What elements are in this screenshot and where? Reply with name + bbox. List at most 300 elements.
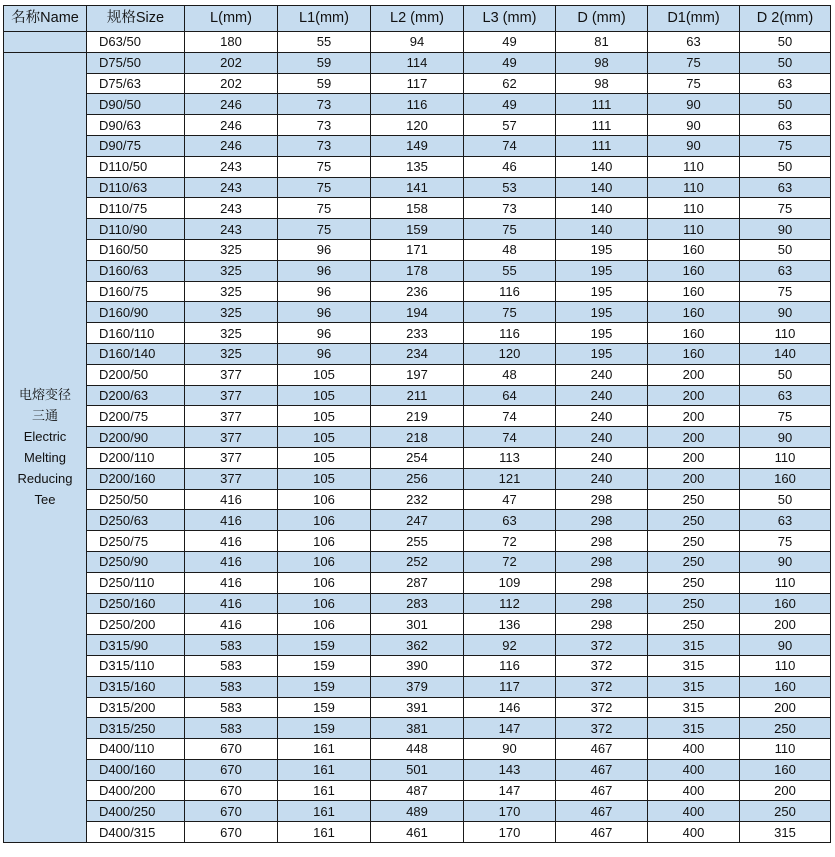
value-cell: 72 bbox=[464, 531, 556, 552]
value-cell: 670 bbox=[185, 822, 278, 843]
table-row bbox=[4, 260, 831, 281]
value-cell: 194 bbox=[371, 302, 464, 323]
value-cell: 315 bbox=[648, 655, 740, 676]
value-cell: 298 bbox=[556, 489, 648, 510]
value-cell: 73 bbox=[278, 115, 371, 136]
value-cell: 160 bbox=[648, 281, 740, 302]
l2-header: L2 (mm) bbox=[371, 6, 464, 32]
value-cell: 160 bbox=[648, 343, 740, 364]
value-cell: 98 bbox=[556, 52, 648, 73]
value-cell: 487 bbox=[371, 780, 464, 801]
value-cell: 63 bbox=[648, 32, 740, 53]
table-row bbox=[4, 177, 831, 198]
value-cell: 315 bbox=[648, 697, 740, 718]
value-cell: 96 bbox=[278, 323, 371, 344]
size-cell: D110/75 bbox=[87, 198, 185, 219]
value-cell: 195 bbox=[556, 239, 648, 260]
table-row bbox=[4, 801, 831, 822]
table-row bbox=[4, 447, 831, 468]
value-cell: 50 bbox=[740, 489, 831, 510]
value-cell: 240 bbox=[556, 364, 648, 385]
value-cell: 147 bbox=[464, 718, 556, 739]
size-cell: D250/63 bbox=[87, 510, 185, 531]
value-cell: 50 bbox=[740, 52, 831, 73]
table-row bbox=[4, 593, 831, 614]
d2-header: D 2(mm) bbox=[740, 6, 831, 32]
value-cell: 90 bbox=[740, 635, 831, 656]
value-cell: 160 bbox=[648, 239, 740, 260]
value-cell: 81 bbox=[556, 32, 648, 53]
table-row bbox=[4, 614, 831, 635]
value-cell: 243 bbox=[185, 198, 278, 219]
value-cell: 416 bbox=[185, 551, 278, 572]
value-cell: 159 bbox=[278, 676, 371, 697]
value-cell: 140 bbox=[740, 343, 831, 364]
value-cell: 48 bbox=[464, 364, 556, 385]
value-cell: 74 bbox=[464, 427, 556, 448]
value-cell: 197 bbox=[371, 364, 464, 385]
value-cell: 467 bbox=[556, 739, 648, 760]
value-cell: 72 bbox=[464, 551, 556, 572]
value-cell: 219 bbox=[371, 406, 464, 427]
value-cell: 75 bbox=[648, 73, 740, 94]
value-cell: 325 bbox=[185, 281, 278, 302]
value-cell: 255 bbox=[371, 531, 464, 552]
size-cell: D200/110 bbox=[87, 447, 185, 468]
value-cell: 416 bbox=[185, 593, 278, 614]
value-cell: 94 bbox=[371, 32, 464, 53]
table-row bbox=[4, 73, 831, 94]
value-cell: 256 bbox=[371, 468, 464, 489]
table-row bbox=[4, 676, 831, 697]
table-row bbox=[4, 427, 831, 448]
table-row bbox=[4, 572, 831, 593]
value-cell: 400 bbox=[648, 739, 740, 760]
value-cell: 59 bbox=[278, 52, 371, 73]
value-cell: 250 bbox=[648, 551, 740, 572]
value-cell: 670 bbox=[185, 759, 278, 780]
spec-table bbox=[3, 5, 831, 843]
value-cell: 105 bbox=[278, 364, 371, 385]
value-cell: 247 bbox=[371, 510, 464, 531]
size-cell: D250/75 bbox=[87, 531, 185, 552]
product-name-line: Tee bbox=[34, 492, 56, 508]
value-cell: 400 bbox=[648, 822, 740, 843]
product-name-line: 三通 bbox=[31, 408, 58, 424]
value-cell: 159 bbox=[371, 219, 464, 240]
value-cell: 400 bbox=[648, 780, 740, 801]
value-cell: 105 bbox=[278, 447, 371, 468]
value-cell: 116 bbox=[464, 655, 556, 676]
value-cell: 135 bbox=[371, 156, 464, 177]
value-cell: 325 bbox=[185, 239, 278, 260]
name-cell-empty bbox=[4, 32, 87, 53]
value-cell: 377 bbox=[185, 427, 278, 448]
value-cell: 96 bbox=[278, 302, 371, 323]
value-cell: 200 bbox=[740, 780, 831, 801]
value-cell: 200 bbox=[648, 385, 740, 406]
size-cell: D250/160 bbox=[87, 593, 185, 614]
value-cell: 98 bbox=[556, 73, 648, 94]
value-cell: 160 bbox=[648, 323, 740, 344]
value-cell: 250 bbox=[740, 718, 831, 739]
value-cell: 74 bbox=[464, 406, 556, 427]
value-cell: 96 bbox=[278, 260, 371, 281]
value-cell: 73 bbox=[278, 135, 371, 156]
table-row bbox=[4, 323, 831, 344]
value-cell: 243 bbox=[185, 177, 278, 198]
value-cell: 202 bbox=[185, 52, 278, 73]
l-header: L(mm) bbox=[185, 6, 278, 32]
table-row bbox=[4, 697, 831, 718]
value-cell: 159 bbox=[278, 697, 371, 718]
value-cell: 92 bbox=[464, 635, 556, 656]
value-cell: 110 bbox=[648, 219, 740, 240]
value-cell: 63 bbox=[740, 177, 831, 198]
value-cell: 63 bbox=[740, 510, 831, 531]
product-name-line: Melting bbox=[24, 450, 66, 466]
value-cell: 315 bbox=[648, 718, 740, 739]
value-cell: 90 bbox=[740, 551, 831, 572]
size-cell: D160/140 bbox=[87, 343, 185, 364]
value-cell: 120 bbox=[464, 343, 556, 364]
value-cell: 110 bbox=[740, 572, 831, 593]
value-cell: 90 bbox=[648, 135, 740, 156]
value-cell: 200 bbox=[648, 406, 740, 427]
value-cell: 111 bbox=[556, 94, 648, 115]
value-cell: 489 bbox=[371, 801, 464, 822]
value-cell: 170 bbox=[464, 822, 556, 843]
product-name-cell bbox=[4, 52, 87, 842]
value-cell: 63 bbox=[740, 115, 831, 136]
size-cell: D160/110 bbox=[87, 323, 185, 344]
table-row bbox=[4, 759, 831, 780]
value-cell: 105 bbox=[278, 385, 371, 406]
value-cell: 250 bbox=[648, 510, 740, 531]
size-cell: D400/250 bbox=[87, 801, 185, 822]
value-cell: 467 bbox=[556, 822, 648, 843]
l3-header: L3 (mm) bbox=[464, 6, 556, 32]
value-cell: 234 bbox=[371, 343, 464, 364]
value-cell: 236 bbox=[371, 281, 464, 302]
value-cell: 106 bbox=[278, 551, 371, 572]
value-cell: 416 bbox=[185, 572, 278, 593]
size-cell: D160/90 bbox=[87, 302, 185, 323]
table-row bbox=[4, 822, 831, 843]
value-cell: 250 bbox=[648, 489, 740, 510]
value-cell: 416 bbox=[185, 510, 278, 531]
size-cell: D315/250 bbox=[87, 718, 185, 739]
table-row bbox=[4, 239, 831, 260]
value-cell: 252 bbox=[371, 551, 464, 572]
value-cell: 390 bbox=[371, 655, 464, 676]
value-cell: 74 bbox=[464, 135, 556, 156]
table-row bbox=[4, 156, 831, 177]
table-row bbox=[4, 281, 831, 302]
value-cell: 240 bbox=[556, 406, 648, 427]
size-cell: D90/63 bbox=[87, 115, 185, 136]
value-cell: 372 bbox=[556, 676, 648, 697]
value-cell: 325 bbox=[185, 323, 278, 344]
value-cell: 110 bbox=[740, 655, 831, 676]
value-cell: 195 bbox=[556, 343, 648, 364]
value-cell: 160 bbox=[740, 759, 831, 780]
value-cell: 75 bbox=[464, 302, 556, 323]
value-cell: 50 bbox=[740, 156, 831, 177]
value-cell: 49 bbox=[464, 52, 556, 73]
value-cell: 64 bbox=[464, 385, 556, 406]
value-cell: 315 bbox=[648, 676, 740, 697]
value-cell: 325 bbox=[185, 343, 278, 364]
value-cell: 583 bbox=[185, 676, 278, 697]
value-cell: 90 bbox=[648, 94, 740, 115]
value-cell: 362 bbox=[371, 635, 464, 656]
value-cell: 159 bbox=[278, 635, 371, 656]
value-cell: 117 bbox=[371, 73, 464, 94]
value-cell: 416 bbox=[185, 614, 278, 635]
size-cell: D75/63 bbox=[87, 73, 185, 94]
value-cell: 232 bbox=[371, 489, 464, 510]
value-cell: 195 bbox=[556, 323, 648, 344]
value-cell: 159 bbox=[278, 655, 371, 676]
table-header bbox=[4, 6, 831, 32]
product-name-line: Reducing bbox=[17, 471, 73, 487]
value-cell: 111 bbox=[556, 115, 648, 136]
value-cell: 59 bbox=[278, 73, 371, 94]
table-row bbox=[4, 551, 831, 572]
value-cell: 583 bbox=[185, 655, 278, 676]
value-cell: 254 bbox=[371, 447, 464, 468]
value-cell: 298 bbox=[556, 531, 648, 552]
size-cell: D250/90 bbox=[87, 551, 185, 572]
value-cell: 90 bbox=[740, 427, 831, 448]
value-cell: 114 bbox=[371, 52, 464, 73]
value-cell: 106 bbox=[278, 593, 371, 614]
d-header: D (mm) bbox=[556, 6, 648, 32]
value-cell: 111 bbox=[556, 135, 648, 156]
table-row bbox=[4, 385, 831, 406]
size-cell: D90/50 bbox=[87, 94, 185, 115]
table-body bbox=[4, 32, 831, 843]
value-cell: 55 bbox=[464, 260, 556, 281]
table-row bbox=[4, 531, 831, 552]
table-row bbox=[4, 364, 831, 385]
table-row bbox=[4, 115, 831, 136]
value-cell: 178 bbox=[371, 260, 464, 281]
table-row bbox=[4, 52, 831, 73]
value-cell: 63 bbox=[740, 260, 831, 281]
size-cell: D400/160 bbox=[87, 759, 185, 780]
value-cell: 90 bbox=[740, 302, 831, 323]
value-cell: 501 bbox=[371, 759, 464, 780]
table-row bbox=[4, 406, 831, 427]
size-cell: D315/200 bbox=[87, 697, 185, 718]
value-cell: 75 bbox=[278, 198, 371, 219]
value-cell: 372 bbox=[556, 655, 648, 676]
value-cell: 110 bbox=[648, 156, 740, 177]
value-cell: 49 bbox=[464, 94, 556, 115]
value-cell: 298 bbox=[556, 510, 648, 531]
d1-header: D1(mm) bbox=[648, 6, 740, 32]
value-cell: 75 bbox=[464, 219, 556, 240]
value-cell: 96 bbox=[278, 281, 371, 302]
value-cell: 467 bbox=[556, 780, 648, 801]
value-cell: 47 bbox=[464, 489, 556, 510]
value-cell: 73 bbox=[464, 198, 556, 219]
size-cell: D400/200 bbox=[87, 780, 185, 801]
table-row bbox=[4, 198, 831, 219]
table-row bbox=[4, 94, 831, 115]
value-cell: 120 bbox=[371, 115, 464, 136]
table-row bbox=[4, 489, 831, 510]
value-cell: 75 bbox=[740, 198, 831, 219]
value-cell: 171 bbox=[371, 239, 464, 260]
size-cell: D200/75 bbox=[87, 406, 185, 427]
size-cell: D110/90 bbox=[87, 219, 185, 240]
value-cell: 116 bbox=[464, 281, 556, 302]
table-row bbox=[4, 635, 831, 656]
size-cell: D160/50 bbox=[87, 239, 185, 260]
value-cell: 200 bbox=[648, 447, 740, 468]
value-cell: 377 bbox=[185, 364, 278, 385]
value-cell: 109 bbox=[464, 572, 556, 593]
size-cell: D400/315 bbox=[87, 822, 185, 843]
value-cell: 202 bbox=[185, 73, 278, 94]
value-cell: 110 bbox=[648, 177, 740, 198]
value-cell: 117 bbox=[464, 676, 556, 697]
value-cell: 325 bbox=[185, 302, 278, 323]
value-cell: 106 bbox=[278, 510, 371, 531]
value-cell: 105 bbox=[278, 406, 371, 427]
value-cell: 287 bbox=[371, 572, 464, 593]
value-cell: 670 bbox=[185, 801, 278, 822]
value-cell: 75 bbox=[740, 406, 831, 427]
value-cell: 159 bbox=[278, 718, 371, 739]
value-cell: 160 bbox=[648, 302, 740, 323]
value-cell: 416 bbox=[185, 489, 278, 510]
value-cell: 110 bbox=[740, 323, 831, 344]
value-cell: 96 bbox=[278, 343, 371, 364]
value-cell: 200 bbox=[648, 427, 740, 448]
value-cell: 180 bbox=[185, 32, 278, 53]
value-cell: 73 bbox=[278, 94, 371, 115]
value-cell: 240 bbox=[556, 468, 648, 489]
value-cell: 146 bbox=[464, 697, 556, 718]
value-cell: 250 bbox=[648, 593, 740, 614]
value-cell: 400 bbox=[648, 801, 740, 822]
value-cell: 243 bbox=[185, 219, 278, 240]
size-cell: D315/160 bbox=[87, 676, 185, 697]
value-cell: 50 bbox=[740, 364, 831, 385]
name-header: 名称Name bbox=[4, 6, 87, 32]
value-cell: 250 bbox=[648, 572, 740, 593]
value-cell: 377 bbox=[185, 468, 278, 489]
value-cell: 49 bbox=[464, 32, 556, 53]
value-cell: 381 bbox=[371, 718, 464, 739]
table-row bbox=[4, 655, 831, 676]
value-cell: 161 bbox=[278, 801, 371, 822]
value-cell: 50 bbox=[740, 94, 831, 115]
size-cell: D110/63 bbox=[87, 177, 185, 198]
value-cell: 670 bbox=[185, 739, 278, 760]
value-cell: 112 bbox=[464, 593, 556, 614]
value-cell: 116 bbox=[464, 323, 556, 344]
spec-table-container bbox=[3, 5, 830, 843]
value-cell: 467 bbox=[556, 759, 648, 780]
value-cell: 250 bbox=[648, 531, 740, 552]
value-cell: 55 bbox=[278, 32, 371, 53]
value-cell: 116 bbox=[371, 94, 464, 115]
value-cell: 377 bbox=[185, 406, 278, 427]
value-cell: 57 bbox=[464, 115, 556, 136]
value-cell: 298 bbox=[556, 551, 648, 572]
value-cell: 379 bbox=[371, 676, 464, 697]
value-cell: 140 bbox=[556, 219, 648, 240]
l1-header: L1(mm) bbox=[278, 6, 371, 32]
value-cell: 75 bbox=[740, 135, 831, 156]
value-cell: 195 bbox=[556, 260, 648, 281]
value-cell: 250 bbox=[648, 614, 740, 635]
value-cell: 106 bbox=[278, 489, 371, 510]
value-cell: 48 bbox=[464, 239, 556, 260]
value-cell: 448 bbox=[371, 739, 464, 760]
value-cell: 161 bbox=[278, 759, 371, 780]
size-cell: D75/50 bbox=[87, 52, 185, 73]
size-cell: D200/160 bbox=[87, 468, 185, 489]
size-cell: D250/110 bbox=[87, 572, 185, 593]
table-row bbox=[4, 780, 831, 801]
value-cell: 105 bbox=[278, 468, 371, 489]
value-cell: 160 bbox=[740, 593, 831, 614]
value-cell: 218 bbox=[371, 427, 464, 448]
value-cell: 243 bbox=[185, 156, 278, 177]
value-cell: 461 bbox=[371, 822, 464, 843]
value-cell: 301 bbox=[371, 614, 464, 635]
size-cell: D90/75 bbox=[87, 135, 185, 156]
value-cell: 400 bbox=[648, 759, 740, 780]
value-cell: 246 bbox=[185, 115, 278, 136]
value-cell: 75 bbox=[648, 52, 740, 73]
value-cell: 141 bbox=[371, 177, 464, 198]
value-cell: 298 bbox=[556, 593, 648, 614]
value-cell: 240 bbox=[556, 447, 648, 468]
value-cell: 110 bbox=[740, 447, 831, 468]
table-row bbox=[4, 468, 831, 489]
size-cell: D110/50 bbox=[87, 156, 185, 177]
value-cell: 160 bbox=[740, 676, 831, 697]
table-row bbox=[4, 510, 831, 531]
value-cell: 170 bbox=[464, 801, 556, 822]
size-cell: D200/63 bbox=[87, 385, 185, 406]
value-cell: 62 bbox=[464, 73, 556, 94]
size-cell: D160/75 bbox=[87, 281, 185, 302]
product-name-line: 电熔变径 bbox=[18, 387, 71, 403]
size-cell: D315/110 bbox=[87, 655, 185, 676]
table-row bbox=[4, 739, 831, 760]
size-header: 规格Size bbox=[87, 6, 185, 32]
value-cell: 46 bbox=[464, 156, 556, 177]
value-cell: 96 bbox=[278, 239, 371, 260]
value-cell: 325 bbox=[185, 260, 278, 281]
size-cell: D250/200 bbox=[87, 614, 185, 635]
value-cell: 377 bbox=[185, 385, 278, 406]
value-cell: 315 bbox=[648, 635, 740, 656]
value-cell: 106 bbox=[278, 614, 371, 635]
value-cell: 298 bbox=[556, 572, 648, 593]
value-cell: 372 bbox=[556, 718, 648, 739]
value-cell: 195 bbox=[556, 302, 648, 323]
value-cell: 246 bbox=[185, 94, 278, 115]
